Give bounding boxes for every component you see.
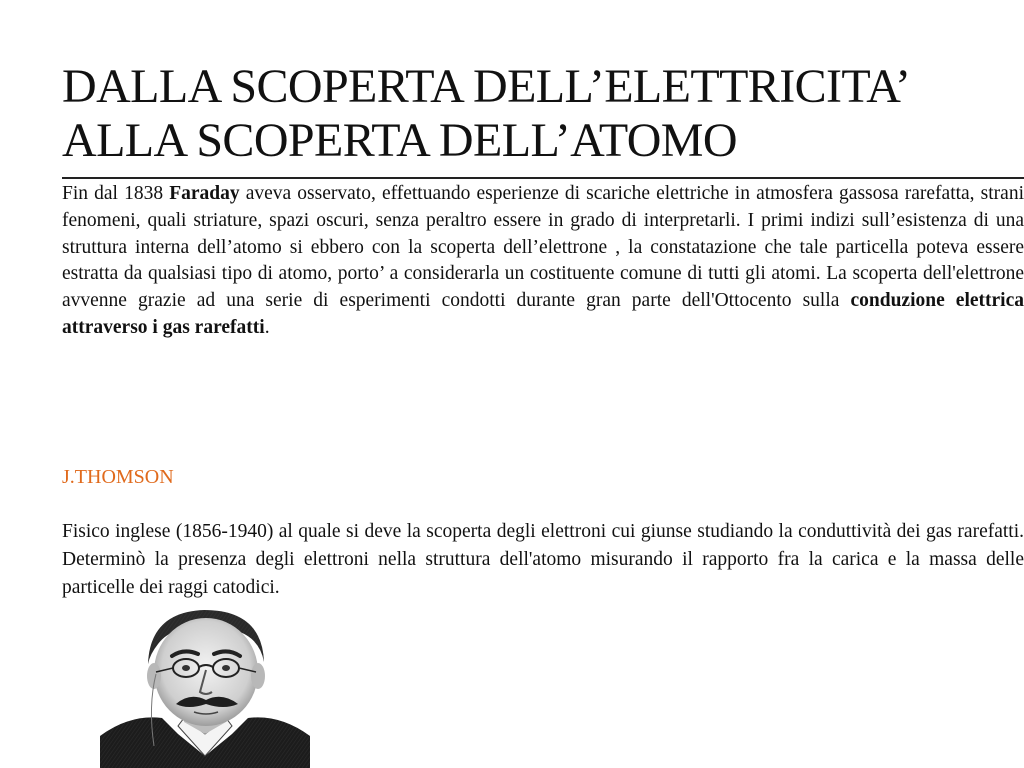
slide-title-line-2: ALLA SCOPERTA DELL’ATOMO [62, 114, 737, 167]
intro-bold-gas: conduzione elettrica attraverso i gas rarefatti [62, 290, 1024, 338]
intro-text-2: aveva osservato, effettuando esperienze di scariche elettriche in atmosfera gassosa rarefatta, strani fenomeni, quali striature, spazi oscuri, senza peraltro essere in grado di interpretarli. I primi indizi sull’esistenza di una struttura interna dell’atomo si ebbero con la scoperta dell’elettrone , la constatazione che tale particella poteva essere estratta da qualsiasi tipo di atomo, porto’ a considerarla un costituente comune di tutti gli atomi. La scoperta dell'elettrone avvenne grazie ad una serie di esperimenti condotti durante gran parte dell'Ottocento sulla [62, 183, 1024, 312]
slide-title [62, 60, 1022, 168]
portrait-engraving-icon [100, 606, 310, 768]
intro-text-1: Fin dal 1838 [62, 183, 170, 204]
title-divider [62, 177, 1024, 179]
bio-paragraph: Fisico inglese (1856-1940) al quale si deve la scoperta degli elettroni cui giunse studiando la conduttività dei gas rarefatti. Determinò la presenza degli elettroni nella struttura dell'atomo misurando il rapporto fra la carica e la massa delle particelle dei raggi catodici. [62, 521, 1024, 598]
intro-text-3: . [264, 316, 270, 338]
intro-bold-faraday: Faraday [169, 183, 240, 204]
thomson-portrait [100, 606, 310, 768]
intro-paragraph [62, 181, 1024, 342]
section-heading-thomson: J.THOMSON [62, 466, 174, 488]
slide-title-line-1: DALLA SCOPERTA DELL’ELETTRICITA’ [62, 60, 911, 113]
